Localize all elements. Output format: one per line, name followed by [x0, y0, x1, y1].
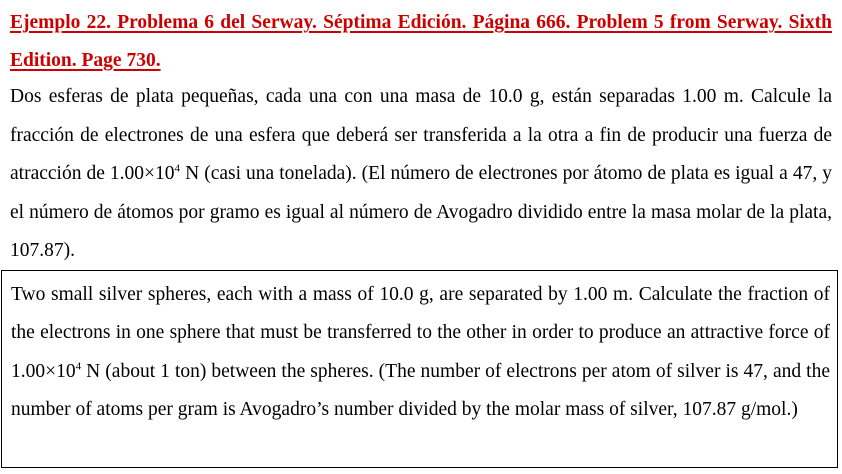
spanish-text-part-2: N (casi una tonelada). (El número de electrones por átomo de plata es igual a 47, y el número de átomos por gramo es igual al número de Avogadro dividido entre la masa molar de la plata, 107.87). — [10, 163, 832, 261]
spanish-exponent: 4 — [174, 162, 181, 175]
spanish-problem-statement — [10, 78, 832, 271]
english-problem-statement — [11, 276, 830, 429]
english-text-part-2: N (about 1 ton) between the spheres. (The number of electrons per atom of silver is 47, and the number of atoms per gram is Avogadro’s number divided by the molar mass of silver, 107.87 g/mol.) — [11, 360, 830, 420]
problem-heading: Ejemplo 22. Problema 6 del Serway. Séptima Edición. Página 666. Problem 5 from Serway. Sixth Edition. Page 730. — [10, 12, 832, 71]
english-problem-box — [1, 270, 838, 468]
spanish-text-part-1: Dos esferas de plata pequeñas, cada una con una masa de 10.0 g, están separadas 1.00 m. Calcule la fracción de electrones de una esfera que deberá ser transferida a la otra a fin de producir una fuerza de atracción de 1.00×10 — [10, 86, 832, 184]
english-text-part-1: Two small silver spheres, each with a mass of 10.0 g, are separated by 1.00 m. Calculate the fraction of the electrons in one sphere that must be transferred to the other in order to produce an attractive force of 1.00×10 — [11, 284, 830, 382]
english-exponent: 4 — [75, 360, 82, 373]
